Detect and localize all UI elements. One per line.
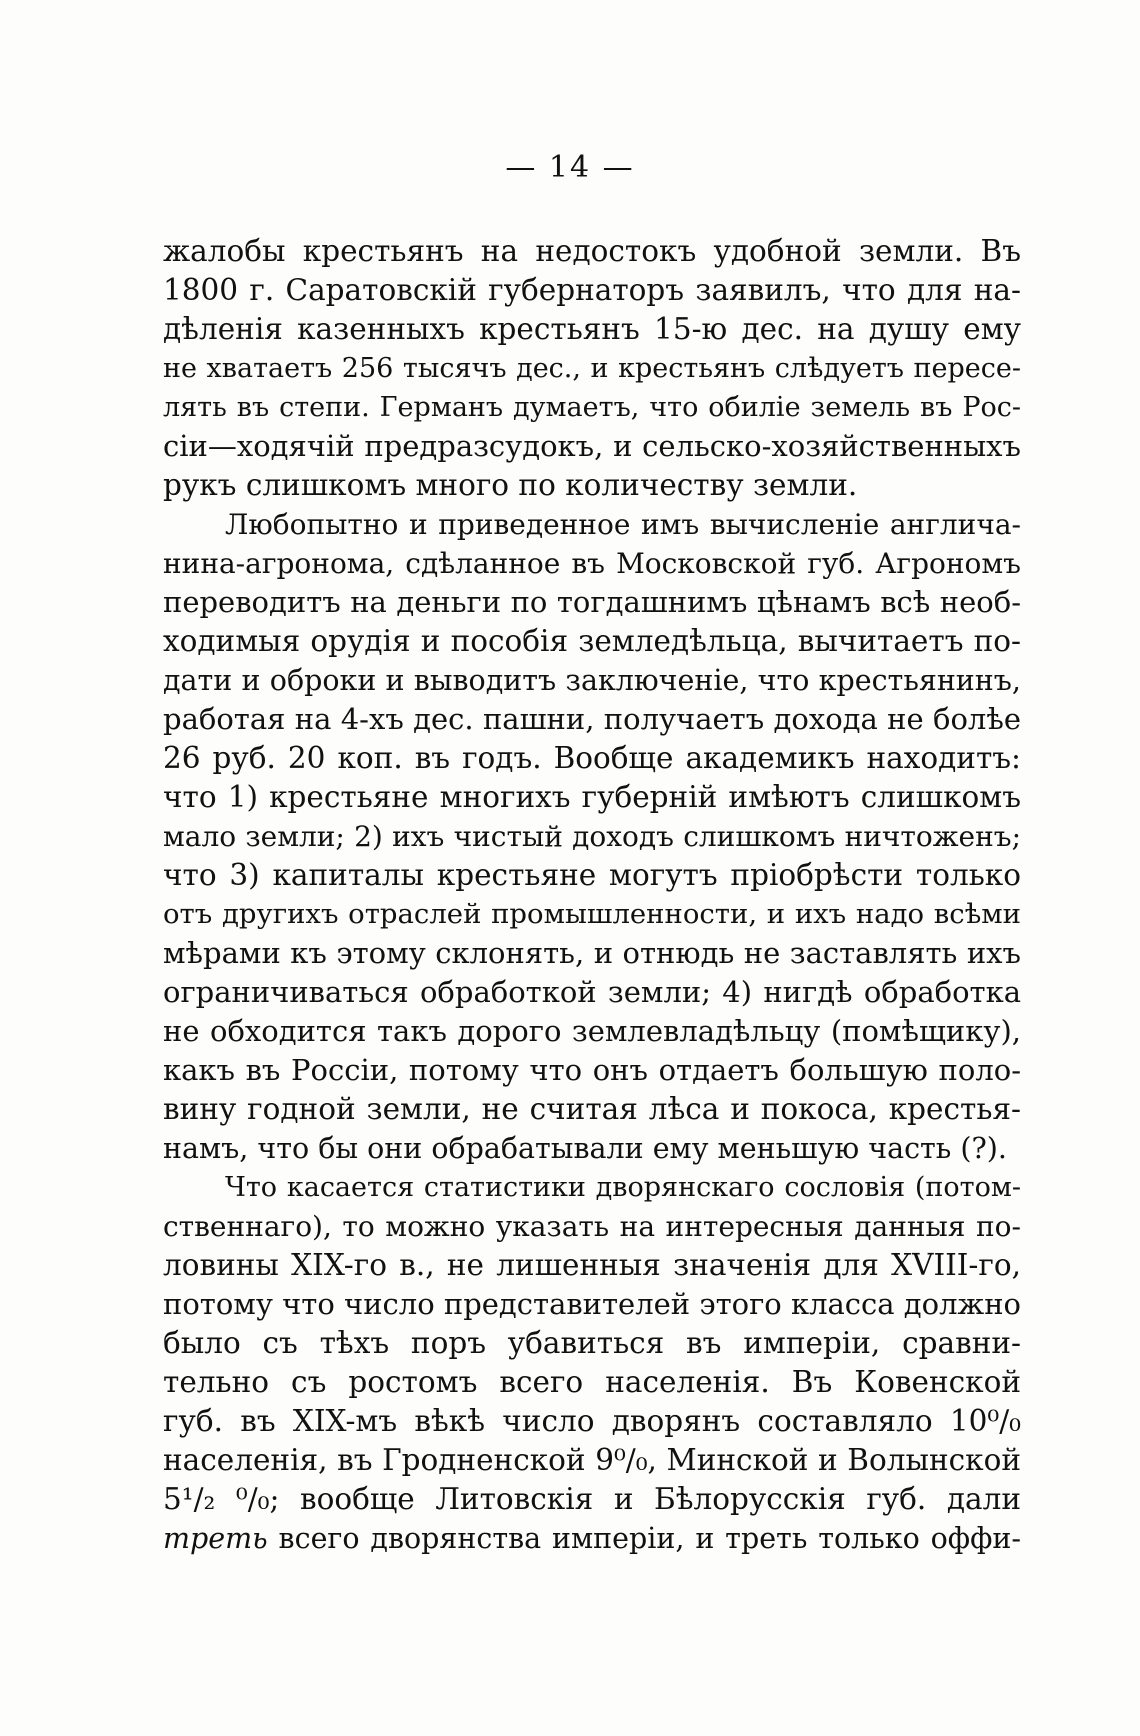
text-line: мало земли; 2) ихъ чистый доходъ слишкомъ ничтоженъ; [163,820,1021,853]
text-line: намъ, что бы они обрабатывали ему меньшую часть (?). [163,1132,1007,1165]
text-line: не хватаетъ 256 тысячъ дес., и крестьянъ слѣдуетъ пересе- [163,353,1021,384]
text-line: дати и оброки и выводитъ заключеніе, что крестьянинъ, [163,664,1021,697]
text-line: тельно съ ростомъ всего населенія. Въ Ковенской [163,1365,1021,1399]
text-line: ственнаго), то можно указать на интересныя данныя по- [163,1210,1021,1243]
paragraph-start-line: Что касается статистики дворянскаго сословія (потом- [225,1172,1021,1203]
text-line: нина-агронома, сдѣланное въ Московской губ. Агрономъ [163,547,1021,580]
text-line: губ. въ XIX-мъ вѣкѣ число дворянъ составляло 10⁰/₀ [163,1404,1021,1438]
text-line: жалобы крестьянъ на недостокъ удобной земли. Въ [163,234,1021,268]
text-line: какъ въ Россіи, потому что онъ отдаетъ большую поло- [163,1053,1021,1087]
text-line: отъ другихъ отраслей промышленности, и ихъ надо всѣми [163,898,1021,930]
text-line-with-italic [163,1519,1021,1558]
text-line: лять въ степи. Германъ думаетъ, что обиліе земель въ Рос- [163,392,1021,423]
text-line: работая на 4-хъ дес. пашни, получаетъ дохода не болѣе [163,702,1021,736]
text-line: ловины XIX-го в., не лишенныя значенія для XVIII-го, [163,1248,1021,1282]
text-line: что 1) крестьяне многихъ губерній имѣютъ слишкомъ [163,780,1021,814]
text-line: вину годной земли, не считая лѣса и покоса, крестья- [163,1092,1021,1126]
text-line: потому что число представителей этого класса должно [163,1287,1021,1321]
text-line: населенія, въ Гродненской 9⁰/₀, Минской и Волынской [163,1443,1021,1477]
paragraph-start-line: Любопытно и приведенное имъ вычисленіе англича- [225,508,1021,541]
body-text [163,232,1021,1558]
text-line: что 3) капиталы крестьяне могутъ пріобрѣсти только [163,858,1021,892]
italic-emphasis: треть [163,1522,268,1555]
text-line: 26 руб. 20 коп. въ годъ. Вообще академикъ находитъ: [163,741,1021,775]
text-line: ограничиваться обработкой земли; 4) нигдѣ обработка [163,975,1021,1009]
text-line: 5¹/₂ ⁰/₀; вообще Литовскія и Бѣлорусскія губ. дали [163,1482,1021,1516]
text-line: было съ тѣхъ поръ убавиться въ имперіи, сравни- [163,1326,1021,1360]
text-line-remainder: всего дворянства имперіи, и треть только оффи- [267,1522,1021,1555]
text-line: дѣленія казенныхъ крестьянъ 15-ю дес. на душу ему [163,312,1021,346]
text-line: сіи—ходячій предразсудокъ, и сельско-хозяйственныхъ [163,429,1021,463]
text-line: мѣрами къ этому склонять, и отнюдь не заставлять ихъ [163,936,1021,970]
text-line: 1800 г. Саратовскій губернаторъ заявилъ, что для на- [163,273,1021,307]
page-number: — 14 — [505,150,635,185]
text-line: не обходится такъ дорого землевладѣльцу (помѣщику), [163,1014,1021,1048]
text-line: переводитъ на деньги по тогдашнимъ цѣнамъ всѣ необ- [163,585,1021,619]
text-line: ходимыя орудія и пособія земледѣльца, вычитаетъ по- [163,624,1021,658]
text-line: рукъ слишкомъ много по количеству земли. [163,468,858,502]
